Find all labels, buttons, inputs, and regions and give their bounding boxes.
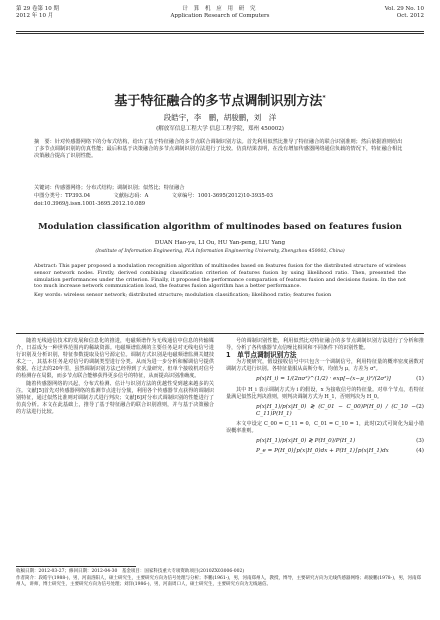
- affiliation-en: (Institute of Information Engineering, PLA Information Engineering University, Zhengzhou 450002, China): [95, 249, 345, 254]
- paragraph: 随着无线通信技术的发展和信息化的推进，电磁频谱作为无线通信中信息的传输媒介，日益成为一种世界范围内的稀缺资源。电磁频谱监测的主要任务是对无线电信号进行识别及分析识别，特征参数提取及信号源定位。调制方式识别是电磁频谱监测关键技术之一，其基本任务是对信号的调制类型进行分类。从而为进一步分析和解调信号提供依据。在过去的20年里，虽然调制识别方法已经得到了大量研究，但单个接收机对信号的检测存在局限，而多节点联合能够获得更多信号的特征，从而提高识别准确度。: [16, 338, 214, 380]
- equation-3: [226, 438, 424, 445]
- section-heading: 1 单节点调制识别方法: [226, 351, 297, 360]
- equation-number: (1): [416, 376, 424, 383]
- running-header: [16, 6, 424, 30]
- title-footnote-mark: *: [322, 94, 326, 102]
- abstract-cn: 摘 要：针对传感器网络下的分布式结构，给出了基于特征融合的多节点联合调制识别方法。首先利用似然比推导了特征融合的联合识别准则；然后依据准则给出了多节点调制识别的仿真性能；最后和基于决策融合的多节点调制识别方法进行了比较。仿真结果表明，在没有增加传感器网络通信负载的情况下，特征融合相比决策融合提高了识别性能。: [34, 139, 403, 160]
- authors-cn: 段皓宇，李 鹏，胡骏鹏，刘 洋: [163, 113, 277, 122]
- date-cn: 2012 年 10 月: [16, 13, 54, 19]
- authors-en: DUAN Hao-yu, LI Ou, HU Yan-peng, LIU Yang: [154, 240, 286, 246]
- document-code: 文献标志码：A: [113, 193, 149, 199]
- article-number: 文章编号：1001-3695(2012)10-3935-03: [171, 193, 273, 199]
- equation-4: [226, 448, 424, 455]
- section-divider: [16, 333, 424, 334]
- paragraph: 随着传感器网络的兴起，分布式检测、估计与识别方法的优越性受到越来越多的关注。文献[5]首先对传感器网络的监测节点进行分簇，利用各个传感器节点获得的调制识别特征，通过似然比准则对调制方式进行判决；文献[6]对分布式调制识别的性能进行了仿真分析。本文在此基础上，推导了基于特征融合的联合识别准则，并与基于决策融合的方法进行比较。: [16, 380, 214, 415]
- volume-cn: 第 29 卷第 10 期: [16, 6, 59, 12]
- equation-number: (4): [416, 448, 424, 455]
- affiliation-cn: (解放军信息工程大学 信息工程学院，郑州 450002): [156, 126, 284, 132]
- journal-en: Application Research of Computers: [170, 13, 270, 19]
- equation-body: p(x|H_i) = 1/(2πσ²)^(1/2) · exp[−(x−μ_i)²/(2σ²)]: [256, 376, 391, 383]
- paper-title-cn: 基于特征融合的多节点调制识别方法*: [114, 94, 326, 109]
- equation-body: p(x|H_1)/p(x|H_0) ≷ (C_01 − C_00)P(H_0) / (C_10 − C_11)P(H_1): [256, 403, 417, 417]
- paragraph: 本文中设定 C_00 = C_11 = 0，C_01 = C_10 = 1，此时(2)式可简化为最小错误概率准则。: [226, 420, 424, 435]
- volume-en: Vol. 29 No. 10: [384, 6, 424, 12]
- footnote-authors: 作者简介：段皓宇(1988-)，男，河南洛阳人，硕士研究生，主要研究方向为信号处理与分析；李鹏(1961-)，男，河南郑州人，教授，博导，主要研究方向为无线传感器网络；胡骏鹏(1978-)，男，河南郑州人，讲师，博士研究生，主要研究方向为信号处理；刘洋(1986-)，男，河南周口人，硕士研究生，主要研究方向为无线通信。: [16, 576, 421, 588]
- equation-2: [226, 404, 424, 418]
- header-center: [16, 6, 424, 20]
- abstract-en: [34, 263, 406, 299]
- doi: doi:10.3969/j.issn.1001-3695.2012.10.089: [34, 201, 146, 207]
- footnote-rule: [16, 566, 136, 567]
- footnote-received: 收稿日期：2012-03-27；修回日期：2012-04-30 基金项目：国家科技重大专项资助项目(2010ZX03006-002): [16, 569, 245, 574]
- left-column: [16, 338, 214, 416]
- keywords-cn: 关键词：传感器网络；分布式结构；调制识别；似然比；特征融合: [34, 185, 185, 191]
- equation-body: p(x|H_1)/p(x|H_0) ≷ P(H_0)/P(H_1): [256, 438, 356, 445]
- equation-body: P_e = P(H_0)∫p(x|H_0)dx + P(H_1)∫p(x|H_1)dx: [256, 448, 389, 455]
- abstract-en-text: Abstract: This paper proposed a modulation recognition algorithm of multinodes based on features fusion for the distributed structure of wireless sensor network nodes. Firstly, derived combining classification criterion of features fusion by using likelihood ratio. Then, presented the simulation performances under the criterion. Finally, it proposed the performance comparation of features fusion and decisions fusion. In the not too much increase network communication load, the features fusion algorithm has a better performance.: [34, 263, 406, 290]
- paragraph: 为方便研究，假设接收信号中只包含一个调制信号，利用特征量的概率密度函数对调制方式进行识别。各特征量服从高斯分布，均值为 μ，方差为 σ²。: [226, 359, 424, 373]
- header-right: [385, 6, 424, 20]
- equation-1: [226, 376, 424, 383]
- header-rule: [16, 31, 424, 32]
- header-rule-2: [16, 33, 424, 34]
- clc-number: 中图分类号：TP393.04: [34, 193, 91, 199]
- paragraph: 号的调制识别性能，利用似然比对特征融合的多节点调制识别方法进行了分析和推导，分析了各传感器节点信噪比相同和不同条件下的识别性能。: [226, 338, 424, 352]
- paragraph: 其中 H_i 表示调制方式为 i 的假设，x 为接收信号的特征量。对单个节点，若特征量满足似然比判决准则，则判决调制方式为 H_1，否则判决为 H_0。: [226, 386, 424, 400]
- paper-title-en: Modulation classification algorithm of multinodes based on features fusion: [38, 222, 402, 232]
- equation-number: (3): [416, 438, 424, 445]
- keywords-en: Key words: wireless sensor network; distributed structure; modulation classification; likelihood ratio; features fusion: [34, 292, 332, 299]
- right-column: [226, 338, 424, 458]
- classification-line: [34, 193, 406, 200]
- equation-number: (2): [416, 403, 424, 410]
- journal-cn: 计 算 机 应 用 研 究: [182, 6, 258, 12]
- date-en: Oct. 2012: [396, 13, 424, 19]
